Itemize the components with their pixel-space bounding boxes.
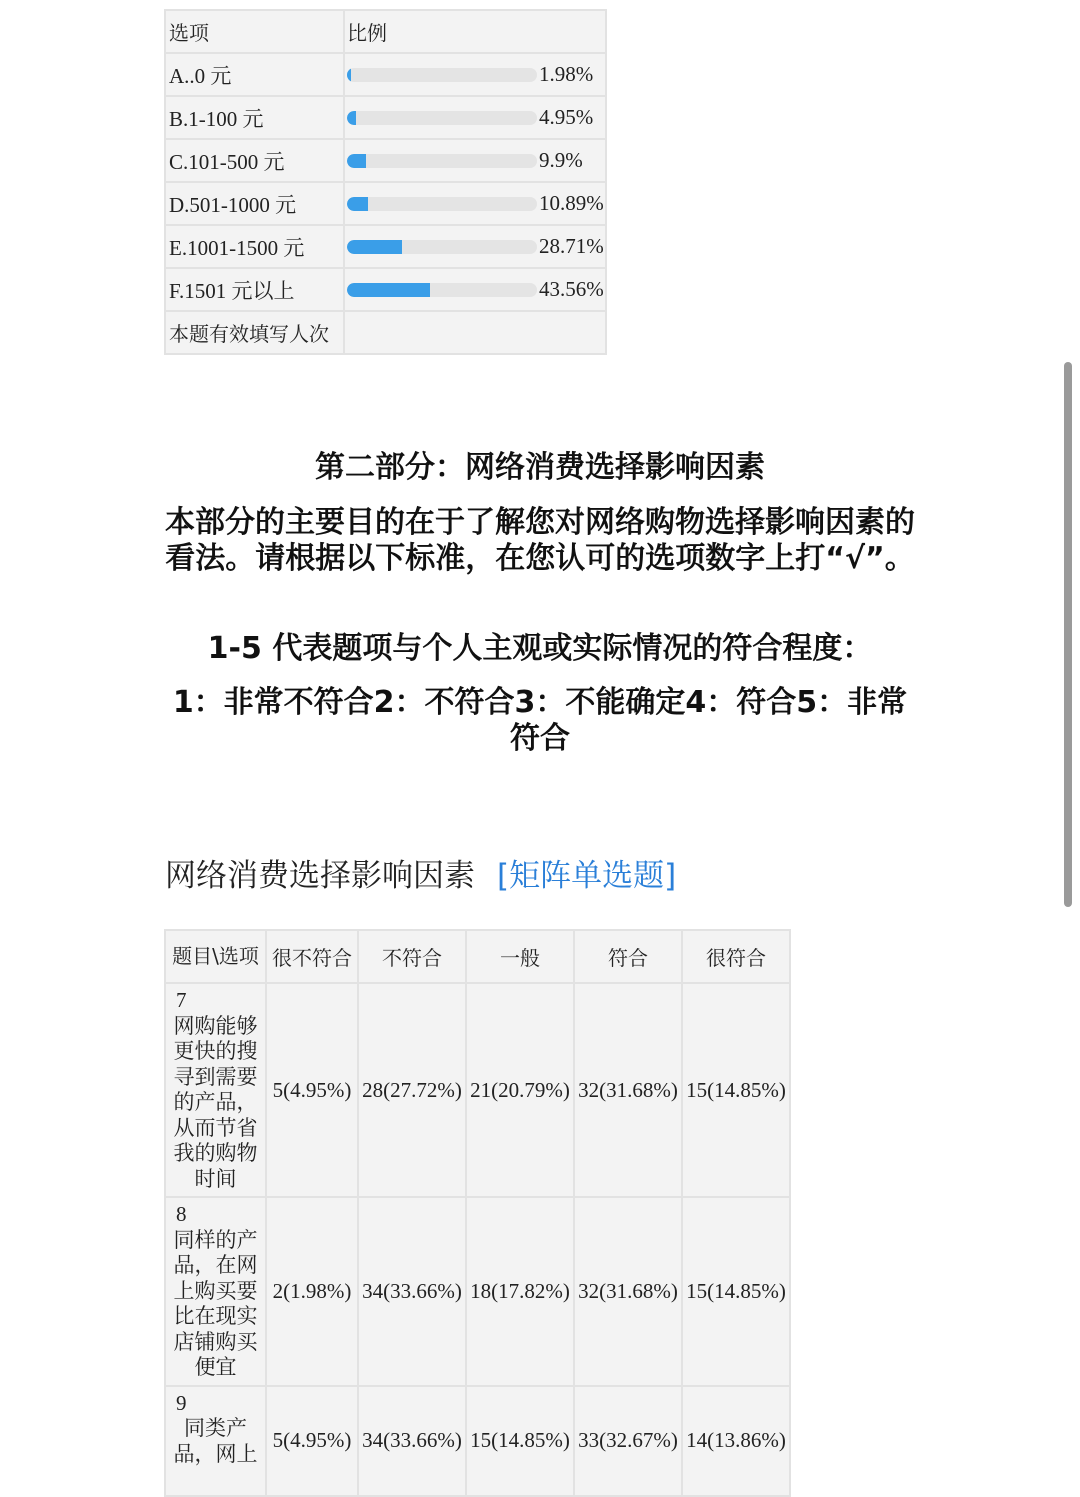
- distribution-table: [164, 9, 607, 355]
- question-cell: [165, 1386, 266, 1496]
- progress-bar-fill: [347, 240, 402, 254]
- question-type-label: [矩阵单选题]: [497, 858, 677, 894]
- ratio-cell: [344, 53, 606, 96]
- table-row: [165, 182, 606, 225]
- section-description: 本部分的主要目的在于了解您对网络购物选择影响因素的看法。请根据以下标准，在您认可的选项数字上打“√”。: [165, 505, 915, 576]
- percent-value: 4.95%: [539, 105, 594, 129]
- response-count-cell: 33(32.67%): [574, 1386, 682, 1496]
- response-count-cell: 5(4.95%): [266, 1386, 358, 1496]
- column-header: 不符合: [358, 930, 466, 983]
- question-text: 同类产品，网上: [173, 1416, 258, 1466]
- option-label: E.1001-1500 元: [165, 225, 344, 268]
- response-count-cell: 34(33.66%): [358, 1197, 466, 1386]
- progress-bar-fill: [347, 68, 351, 82]
- column-header: 题目\选项: [165, 930, 266, 983]
- option-label: C.101-500 元: [165, 139, 344, 182]
- percent-value: 1.98%: [539, 62, 594, 86]
- question-text: 网购能够更快的搜寻到需要的产品，从而节省我的购物时间: [173, 1013, 258, 1191]
- response-count-cell: 34(33.66%): [358, 1386, 466, 1496]
- header-option: 选项: [165, 10, 344, 53]
- column-header: 符合: [574, 930, 682, 983]
- question-cell: [165, 1197, 266, 1386]
- progress-bar: [347, 111, 537, 125]
- response-count-cell: 14(13.86%): [682, 1386, 790, 1496]
- section-title: 第二部分：网络消费选择影响因素: [315, 450, 765, 485]
- response-count-cell: 15(14.85%): [682, 1197, 790, 1386]
- ratio-cell: [344, 182, 606, 225]
- progress-bar-fill: [347, 154, 366, 168]
- ratio-cell: [344, 268, 606, 311]
- valid-responses-value: [344, 311, 606, 354]
- table-header-row: [165, 10, 606, 53]
- matrix-title-text: 网络消费选择影响因素: [165, 858, 475, 894]
- progress-bar: [347, 240, 537, 254]
- response-count-cell: 2(1.98%): [266, 1197, 358, 1386]
- progress-bar: [347, 197, 537, 211]
- option-label: B.1-100 元: [165, 96, 344, 139]
- table-row: [165, 53, 606, 96]
- progress-bar: [347, 154, 537, 168]
- question-text: 同样的产品，在网上购买要比在现实店铺购买便宜: [173, 1227, 258, 1379]
- response-count-cell: 5(4.95%): [266, 983, 358, 1197]
- percent-value: 10.89%: [539, 191, 604, 215]
- scrollbar-thumb[interactable]: [1064, 362, 1072, 907]
- progress-bar: [347, 68, 537, 82]
- matrix-table: [164, 929, 791, 1497]
- question-number: 8: [176, 1202, 187, 1226]
- table-row: [165, 96, 606, 139]
- question-cell: [165, 983, 266, 1197]
- table-row: [165, 225, 606, 268]
- ratio-cell: [344, 225, 606, 268]
- table-footer-row: [165, 311, 606, 354]
- progress-bar-fill: [347, 283, 430, 297]
- matrix-header-row: [165, 930, 790, 983]
- percent-value: 43.56%: [539, 277, 604, 301]
- header-ratio: 比例: [344, 10, 606, 53]
- scale-values: 1：非常不符合2：不符合3：不能确定4：符合5：非常符合: [172, 685, 908, 756]
- matrix-title: [165, 850, 676, 895]
- question-number: 9: [176, 1390, 187, 1415]
- response-count-cell: 15(14.85%): [466, 1386, 574, 1496]
- column-header: 很不符合: [266, 930, 358, 983]
- response-count-cell: 18(17.82%): [466, 1197, 574, 1386]
- progress-bar-fill: [347, 111, 356, 125]
- column-header: 一般: [466, 930, 574, 983]
- table-row: [165, 1197, 790, 1386]
- response-count-cell: 21(20.79%): [466, 983, 574, 1197]
- response-count-cell: 15(14.85%): [682, 983, 790, 1197]
- option-label: A..0 元: [165, 53, 344, 96]
- table-row: [165, 268, 606, 311]
- percent-value: 28.71%: [539, 234, 604, 258]
- progress-bar: [347, 283, 537, 297]
- table-row: [165, 983, 790, 1197]
- response-count-cell: 32(31.68%): [574, 1197, 682, 1386]
- table-row: [165, 139, 606, 182]
- valid-responses-label: 本题有效填写人次: [165, 311, 344, 354]
- response-count-cell: 28(27.72%): [358, 983, 466, 1197]
- ratio-cell: [344, 139, 606, 182]
- progress-bar-fill: [347, 197, 368, 211]
- column-header: 很符合: [682, 930, 790, 983]
- percent-value: 9.9%: [539, 148, 583, 172]
- question-number: 7: [176, 988, 187, 1012]
- response-count-cell: 32(31.68%): [574, 983, 682, 1197]
- table-row: [165, 1386, 790, 1496]
- option-label: F.1501 元以上: [165, 268, 344, 311]
- option-label: D.501-1000 元: [165, 182, 344, 225]
- scale-description: 1-5 代表题项与个人主观或实际情况的符合程度：: [207, 631, 873, 666]
- ratio-cell: [344, 96, 606, 139]
